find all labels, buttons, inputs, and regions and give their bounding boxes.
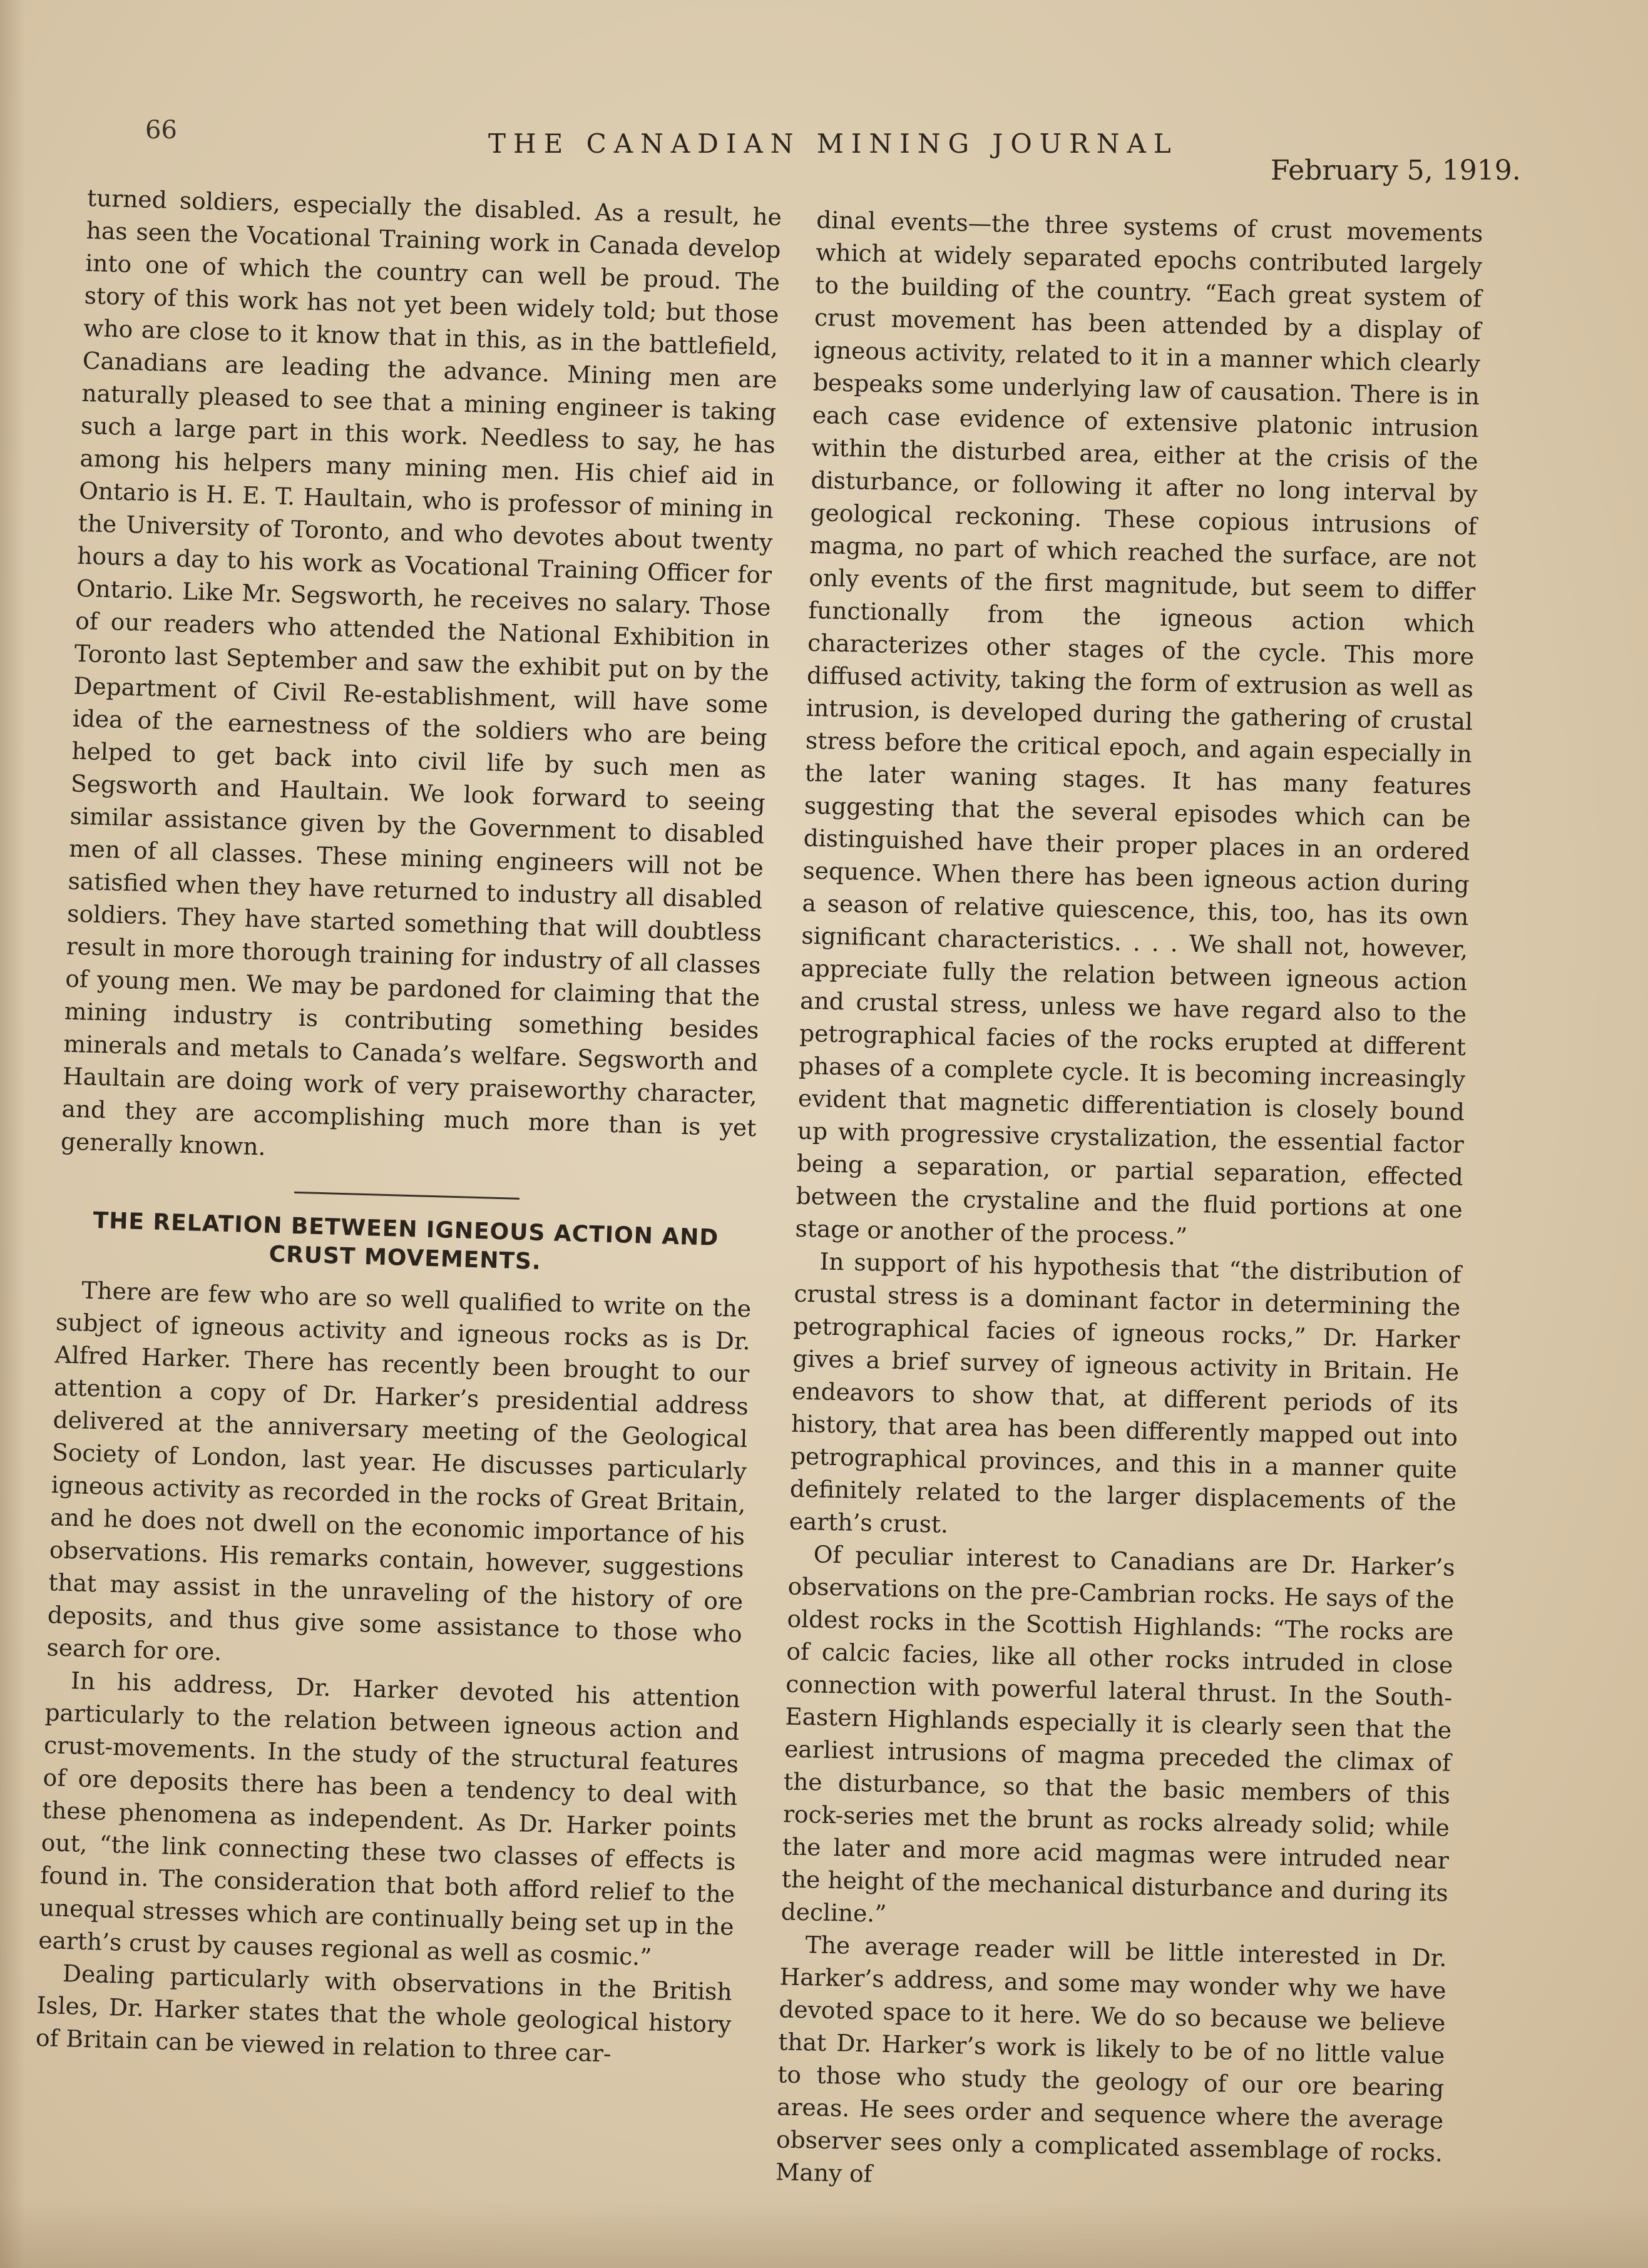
article-headline: THE RELATION BETWEEN IGNEOUS ACTION AND CRUST MOVEMENTS.	[93, 1207, 719, 1275]
right-column	[775, 203, 1483, 2202]
running-head	[0, 116, 1648, 191]
left-paragraph-2: There are few who are so well qualified to write on the subject of igneous activity and igneous rocks as is Dr. Alfred Harker. There has recently been brought to our attention a copy of Dr. Harker’s presidential address delivered at the anniversary meeting of the Geological Society of London, last year. He discusses particularly igneous activity as recorded in the rocks of Great Britain, and he does not dwell on the economic importance of his observations. His remarks contain, however, suggestions that may assist in the unraveling of the history of ore deposits, and thus give some assistance to those who search for ore.	[46, 1276, 752, 1666]
left-paragraph-1: turned soldiers, especially the disabled. As a result, he has seen the Vocational Training work in Canada develop into one of which the country can well be proud. The story of this work has not yet been widely told; but those who are close to it know that in this, as in the battlefield, Canadians are leading the advance. Mining men are naturally pleased to see that a mining engineer is taking such a large part in this work. Needless to say, he has among his helpers many mining men. His chief aid in Ontario is H. E. T. Haultain, who is professor of mining in the University of Toronto, and who devotes about twenty hours a day to his work as Vocational Training Officer for Ontario. Like Mr. Segsworth, he receives no salary. Those of our readers who attended the National Exhibition in Toronto last September and saw the exhibit put on by the Department of Civil Re-establishment, will have some idea of the earnestness of the soldiers who are being helped to get back into civil life by such men as Segsworth and Haultain. We look forward to seeing similar assistance given by the Government to disabled men of all classes. These mining engineers will not be satisfied when they have returned to industry all disabled soldiers. They have started something that will doubtless result in more thorough training for industry of all classes of young men. We may be pardoned for claiming that the mining industry is contributing something besides minerals and metals to Canada’s welfare. Segsworth and Haultain are doing work of very praiseworthy character, and they are accomplishing much more than is yet generally known.	[60, 183, 782, 1161]
right-paragraph-2: In support of his hypothesis that “the distribution of crustal stress is a dominant factor in determining the petrographical facies of igneous rocks,” Dr. Harker gives a brief survey of igneous activity in Britain. He endeavors to show that, at different periods of its history, that area has been differently mapped out into petrographical provinces, and this in a manner quite definitely related to the larger displacements of the earth’s crust.	[789, 1247, 1461, 1538]
left-paragraph-4: Dealing particularly with observations in the British Isles, Dr. Harker states that the whole geological history of Britain can be viewed in relation to three car-	[35, 1959, 733, 2068]
right-paragraph-4: The average reader will be little interested in Dr. Harker’s address, and some may wonder why we have devoted space to it here. We do so because we believe that Dr. Harker’s work is likely to be of no little value to those who study the geology of our ore bearing areas. He sees order and sequence where the average observer sees only a complicated assemblage of rocks. Many of	[775, 1931, 1447, 2188]
left-column	[35, 181, 782, 2073]
right-paragraph-3: Of peculiar interest to Canadians are Dr. Harker’s observations on the pre-Cambrian rocks. He says of the oldest rocks in the Scottish Highlands: “The rocks are of calcic facies, like all other rocks intruded in close connection with powerful lateral thrust. In the South-Eastern Highlands especially it is clearly seen that the earliest intrusions of magma preceded the climax of the disturbance, so that the basic members of this rock-series met the brunt as rocks already solid; while the later and more acid magmas were intruded near the height of the mechanical disturbance and during its decline.”	[780, 1540, 1456, 1928]
page-edge-shading	[0, 0, 25, 2268]
right-paragraph-1: dinal events—the three systems of crust movements which at widely separated epochs contributed largely to the building of the country. “Each great system of crust movement has been attended by a display of igneous activity, related to it in a manner which clearly bespeaks some underlying law of causation. There is in each case evidence of extensive platonic intrusion within the disturbed area, either at the crisis of the disturbance, or following it after no long interval by geological reckoning. These copious intrusions of magma, no part of which reached the surface, are not only events of the first magnitude, but seem to differ functionally from the igneous action which characterizes other stages of the cycle. This more diffused activity, taking the form of extrusion as well as intrusion, is developed during the gathering of crustal stress before the critical epoch, and again especially in the later waning stages. It has many features suggesting that the several episodes which can be distinguished have their proper places in an ordered sequence. When there has been igneous action during a season of relative quiescence, this, too, has its own significant characteristics. . . . We shall not, however, appreciate fully the relation between igneous action and crustal stress, unless we have regard also to the petrographical facies of the rocks erupted at different phases of a complete cycle. It is becoming increasingly evident that magnetic differentiation is closely bound up with progressive crystalization, the essential factor being a separation, or partial separation, effected between the crystaline and the fluid portions at one stage or another of the process.”	[795, 205, 1483, 1250]
page-number: 66	[145, 116, 177, 145]
journal-title: THE CANADIAN MINING JOURNAL	[488, 128, 1179, 159]
page-bottom-shading	[0, 2199, 1648, 2268]
section-divider	[294, 1192, 519, 1200]
left-paragraph-3: In his address, Dr. Harker devoted his attention particularly to the relation between igneous action and crust-movements. In the study of the structural features of ore deposits there has been a tendency to deal with these phenomena as independent. As Dr. Harker points out, “the link connecting these two classes of effects is found in. The consideration that both afford relief to the unequal stresses which are continually being set up in the earth’s crust by causes regional as well as cosmic.”	[38, 1667, 741, 1971]
issue-date: February 5, 1919.	[1271, 155, 1521, 186]
